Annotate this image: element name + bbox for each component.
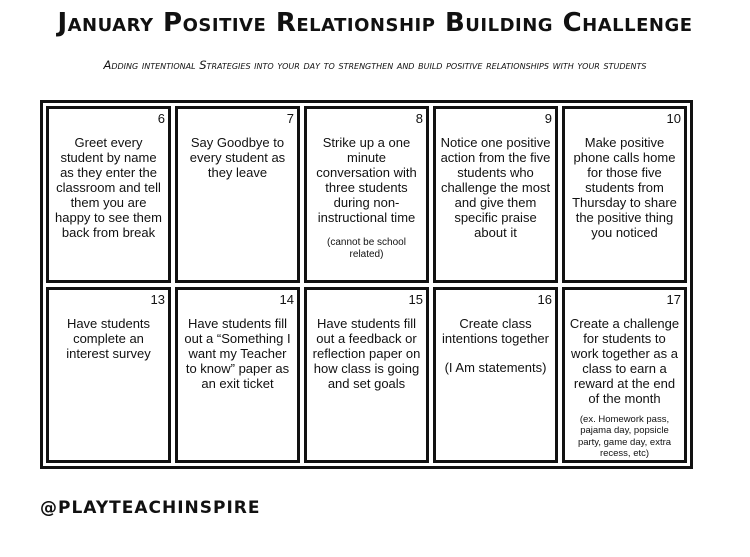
day-cell-10 <box>562 106 687 283</box>
day-cell-9 <box>433 106 558 283</box>
day-challenge-text: Notice one positive action from the five students who challenge the most and give them specific praise about it <box>440 135 551 240</box>
social-handle: @PLAYTEACHINSPIRE <box>40 498 261 518</box>
day-number: 15 <box>408 291 423 307</box>
day-challenge-text: Have students fill out a feedback or reflection paper on how class is going and set goals <box>312 315 421 391</box>
day-number: 13 <box>150 291 165 307</box>
day-challenge-text: Create a challenge for students to work together as a class to earn a reward at the end of the month <box>569 315 680 406</box>
day-cell-7 <box>175 106 300 283</box>
day-cell-17 <box>562 287 687 464</box>
day-number: 17 <box>666 291 681 307</box>
day-number: 8 <box>415 111 423 126</box>
day-cell-14 <box>175 287 300 464</box>
day-number: 16 <box>537 291 552 307</box>
day-challenge-note: (ex. Homework pass, pajama day, popsicle party, game day, extra recess, etc) <box>577 413 672 459</box>
day-challenge-text: Strike up a one minute conversation with three students during non-instructional time <box>316 135 417 225</box>
day-number: 10 <box>666 111 681 126</box>
day-cell-15 <box>304 287 429 464</box>
challenge-calendar <box>40 100 693 469</box>
day-challenge-text: Make positive phone calls home for those five students from Thursday to share the positive thing you noticed <box>572 135 677 240</box>
day-challenge-text: Have students fill out a “Something I want my Teacher to know” paper as an exit ticket <box>184 315 291 391</box>
day-cell-13 <box>46 287 171 464</box>
page-subtitle: Adding intentional Strategies into your day to strengthen and build positive relationships with your students <box>103 58 647 72</box>
day-challenge-note: (I Am statements) <box>444 359 547 375</box>
day-challenge-text: Create class intentions together <box>442 315 549 346</box>
day-cell-8 <box>304 106 429 283</box>
day-challenge-text: Say Goodbye to every student as they leave <box>189 135 286 180</box>
day-cell-6 <box>46 106 171 283</box>
day-number: 9 <box>544 111 552 126</box>
day-challenge-note: (cannot be school related) <box>327 237 406 260</box>
day-number: 14 <box>279 291 294 307</box>
day-number: 7 <box>286 111 294 126</box>
page-title: January Positive Relationship Building Challenge <box>57 8 693 38</box>
day-challenge-text: Have students complete an interest survey <box>66 315 151 361</box>
day-number: 6 <box>157 111 165 126</box>
day-cell-16 <box>433 287 558 464</box>
day-challenge-text: Greet every student by name as they enter the classroom and tell them you are happy to see them back from break <box>55 135 162 240</box>
